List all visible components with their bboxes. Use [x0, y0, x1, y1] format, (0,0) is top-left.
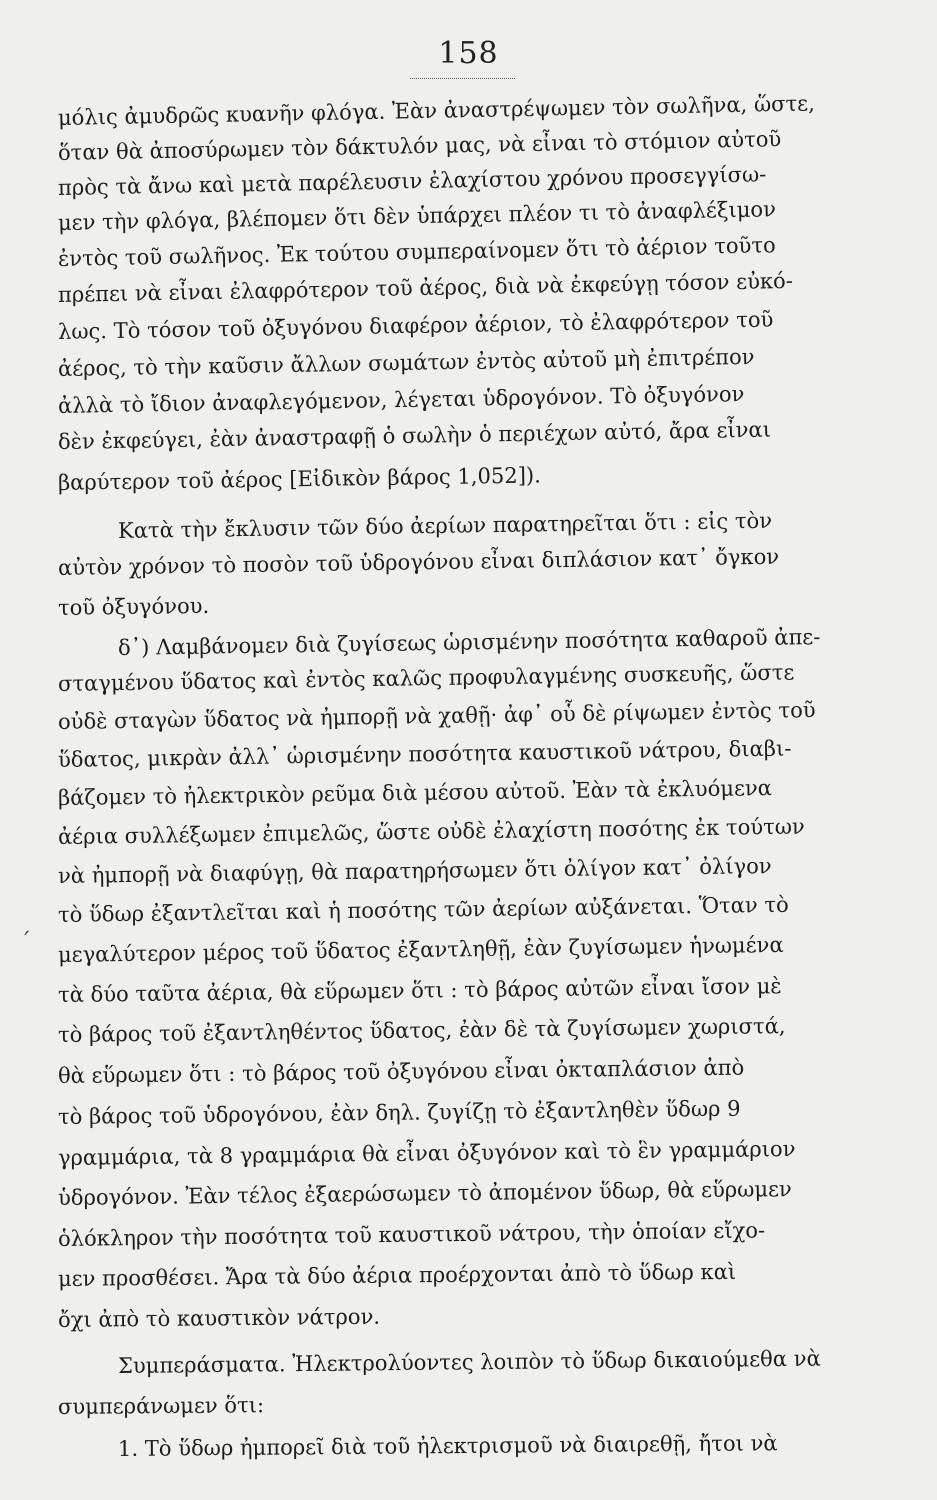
- text-line: τὸ βάρος τοῦ ἐξαντληθέντος ὕδατος, ἐὰν δὲ τὰ ζυγίσωμεν χωριστά,: [57, 1014, 786, 1048]
- text-line: Συμπεράσματα. Ἠλεκτρολύοντες λοιπὸν τὸ ὕδωρ δικαιούμεθα νὰ: [117, 1346, 821, 1379]
- text-line: δὲν ἐκφεύγει, ἐὰν ἀναστραφῇ ὁ σωλὴν ὁ περιέχων αὐτό, ἄρα εἶναι: [57, 417, 772, 455]
- text-line: ὕδατος, μικρὰν ἀλλ᾽ ὡρισμένην ποσότητα καυστικοῦ νάτρου, διαβι-: [57, 736, 792, 773]
- text-line: τὸ βάρος τοῦ ὑδρογόνου, ἐὰν δηλ. ζυγίζῃ τὸ ἐξαντληθὲν ὕδωρ 9: [57, 1096, 741, 1130]
- text-line: μεν τὴν φλόγα, βλέπομεν ὅτι δὲν ὑπάρχει πλέον τι τὸ ἀναφλέξιμον: [57, 197, 777, 236]
- text-line: συμπεράνωμεν ὅτι:: [57, 1393, 265, 1420]
- text-line: γραμμάρια, τὰ 8 γραμμάρια θὰ εἶναι ὀξυγόνον καὶ τὸ ἓν γραμμάριον: [57, 1136, 796, 1171]
- text-line: ὄχι ἀπὸ τὸ καυστικὸν νάτρον.: [57, 1304, 381, 1333]
- text-line: νὰ ἠμπορῇ νὰ διαφύγῃ, θὰ παρατηρήσωμεν ὅτι ὀλίγον κατ᾽ ὀλίγον: [57, 854, 772, 889]
- text-line: δ᾽) Λαμβάνομεν διὰ ζυγίσεως ὡρισμένην ποσότητα καθαροῦ ἀπε-: [117, 624, 821, 661]
- text-line: οὐδὲ σταγὼν ὕδατος νὰ ἠμπορῇ νὰ χαθῇ· ἀφ᾽ οὗ δὲ ρίψωμεν ἐντὸς τοῦ: [57, 698, 816, 735]
- text-line: σταγμένου ὕδατος καὶ ἐντὸς καλῶς προφυλαγμένης συσκευῆς, ὥστε: [57, 660, 795, 697]
- text-line: ἀέρος, τὸ τὴν καῦσιν ἄλλων σωμάτων ἐντὸς αὐτοῦ μὴ ἐπιτρέπον: [57, 344, 755, 382]
- text-line: πρέπει νὰ εἶναι ἐλαφρότερον τοῦ ἀέρος, διὰ νὰ ἐκφεύγῃ τόσον εὐκό-: [57, 268, 794, 308]
- text-line: ἀλλὰ τὸ ἴδιον ἀναφλεγόμενον, λέγεται ὑδρογόνον. Τὸ ὀξυγόνον: [57, 382, 745, 419]
- text-line: ὅταν θὰ ἀποσύρωμεν τὸν δάκτυλόν μας, νὰ εἶναι τὸ στόμιον αὐτοῦ: [57, 127, 782, 166]
- text-line: βαρύτερον τοῦ ἀέρος [Εἰδικὸν βάρος 1,052]).: [57, 463, 542, 496]
- text-line: 1. Τὸ ὕδωρ ἠμπορεῖ διὰ τοῦ ἠλεκτρισμοῦ νὰ διαιρεθῇ, ἤτοι νὰ: [117, 1431, 778, 1462]
- text-line: βάζομεν τὸ ἠλεκτρικὸν ρεῦμα διὰ μέσου αὐτοῦ. Ἐὰν τὰ ἐκλυόμενα: [57, 776, 773, 811]
- text-line: ὑδρογόνον. Ἐὰν τέλος ἐξαερώσωμεν τὸ ἀπομένον ὕδωρ, θὰ εὕρωμεν: [57, 1177, 792, 1211]
- text-line: μεγαλύτερον μέρος τοῦ ὕδατος ἐξαντληθῇ, ἐὰν ζυγίσωμεν ἡνωμένα: [57, 932, 784, 968]
- text-line: Κατὰ τὴν ἔκλυσιν τῶν δύο ἀερίων παρατηρεῖται ὅτι : εἰς τὸν: [117, 508, 773, 544]
- text-line: πρὸς τὰ ἄνω καὶ μετὰ παρέλευσιν ἐλαχίστου χρόνου προσεγγίσω-: [57, 162, 767, 201]
- text-line: αὐτὸν χρόνον τὸ ποσὸν τοῦ ὑδρογόνου εἶναι διπλάσιον κατ᾽ ὄγκον: [57, 544, 780, 581]
- text-line: μεν προσθέσει. Ἄρα τὰ δύο ἀέρια προέρχονται ἀπὸ τὸ ὕδωρ καὶ: [57, 1259, 737, 1292]
- text-line: τοῦ ὀξυγόνου.: [57, 593, 210, 621]
- text-line: μόλις ἀμυδρῶς κυανῆν φλόγα. Ἐὰν ἀναστρέψωμεν τὸν σωλῆνα, ὥστε,: [57, 91, 816, 131]
- margin-mark: ˊ: [20, 930, 31, 955]
- text-line: ἐντὸς τοῦ σωλῆνος. Ἐκ τούτου συμπεραίνομεν ὅτι τὸ ἀέριον τοῦτο: [57, 233, 776, 272]
- text-line: ἀέρια συλλέξωμεν ἐπιμελῶς, ὥστε οὐδὲ ἐλαχίστη ποσότης ἐκ τούτων: [57, 814, 805, 850]
- page-number: 158: [438, 36, 499, 71]
- text-line: λως. Τὸ τόσον τοῦ ὀξυγόνου διαφέρον ἀέριον, τὸ ἐλαφρότερον τοῦ: [57, 307, 774, 345]
- text-line: τὰ δύο ταῦτα ἀέρια, θὰ εὕρωμεν ὅτι : τὸ βάρος αὐτῶν εἶναι ἴσον μὲ: [57, 974, 782, 1008]
- text-line: θὰ εὕρωμεν ὅτι : τὸ βάρος τοῦ ὀξυγόνου εἶναι ὀκταπλάσιον ἀπὸ: [57, 1055, 745, 1089]
- text-line: τὸ ὕδωρ ἐξαντλεῖται καὶ ἡ ποσότης τῶν ἀερίων αὐξάνεται. Ὅταν τὸ: [57, 892, 789, 928]
- page-number-rule: [410, 78, 515, 79]
- text-line: ὁλόκληρον τὴν ποσότητα τοῦ καυστικοῦ νάτρου, τὴν ὁποίαν εἴχο-: [57, 1218, 766, 1252]
